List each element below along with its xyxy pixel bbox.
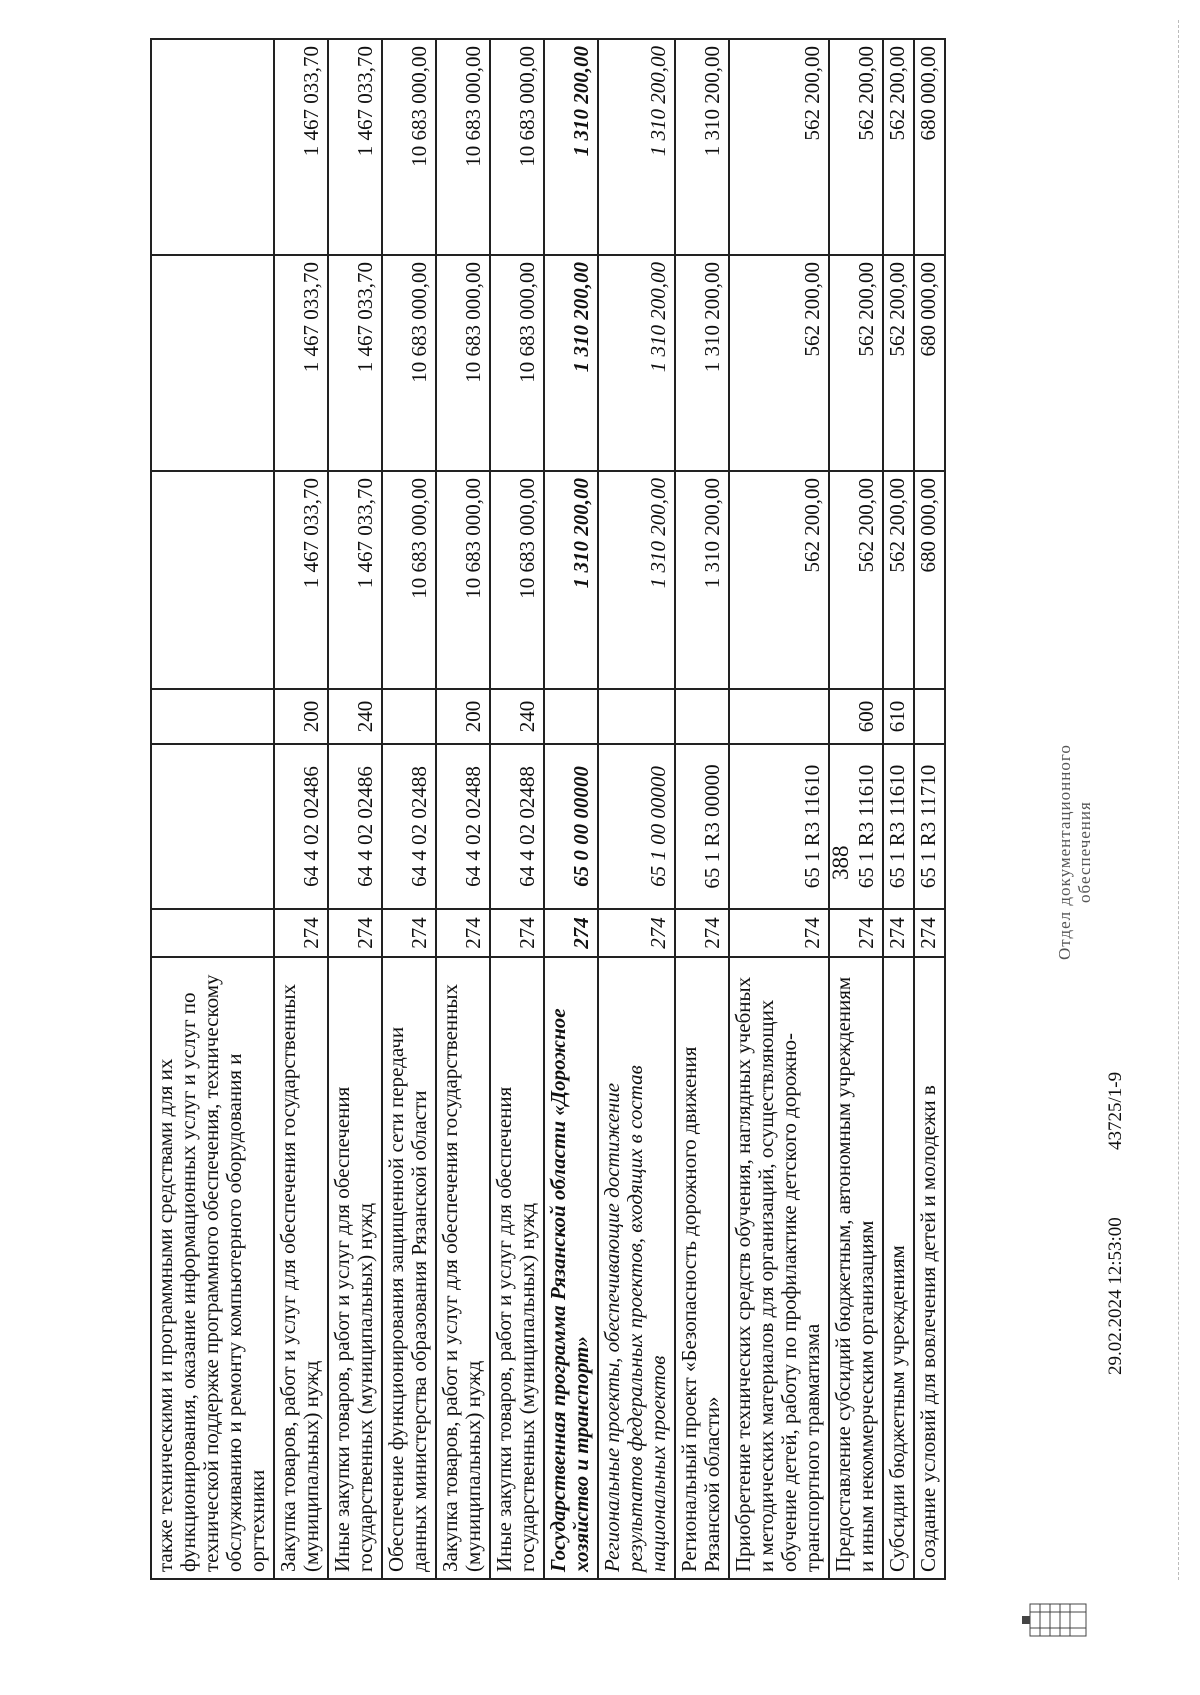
row-amount-2026-cell: 1 310 200,00: [675, 39, 729, 255]
row-amount-2024-cell: [151, 471, 274, 689]
table-row: [914, 39, 945, 1579]
row-target-article-cell: 64 4 02 02488: [382, 744, 436, 909]
row-amount-2025-cell: 1 310 200,00: [544, 255, 598, 471]
row-gov-code-cell: 274: [598, 909, 675, 957]
footer-date: 29.02.2024 12:53:00: [1105, 1217, 1126, 1375]
row-amount-2025-cell: 10 683 000,00: [490, 255, 544, 471]
budget-table: [150, 38, 946, 1580]
row-name-cell: также техническими и программными средствами для их функционирования, оказание информационных услуг и услуг по технической поддержке программного обеспечения, техническому обслуживанию и ремонту компьютерного оборудования и оргтехники: [151, 957, 274, 1579]
row-target-article-cell: 65 0 00 00000: [544, 744, 598, 909]
table-row: [829, 39, 883, 1579]
row-gov-code-cell: 274: [382, 909, 436, 957]
row-name-cell: Предоставление субсидий бюджетным, автономным учреждениям и иным некоммерческим организациям: [829, 957, 883, 1579]
row-amount-2026-cell: 1 467 033,70: [328, 39, 382, 255]
table-row: [382, 39, 436, 1579]
table-row: [675, 39, 729, 1579]
row-target-article-cell: 65 1 R3 11610: [883, 744, 914, 909]
row-gov-code-cell: 274: [490, 909, 544, 957]
row-expense-type-cell: 200: [274, 689, 328, 744]
row-amount-2024-cell: 680 000,00: [914, 471, 945, 689]
table-row: [490, 39, 544, 1579]
row-gov-code-cell: 274: [914, 909, 945, 957]
row-target-article-cell: [151, 744, 274, 909]
table-row: [328, 39, 382, 1579]
row-amount-2026-cell: 562 200,00: [883, 39, 914, 255]
table-row: [598, 39, 675, 1579]
row-amount-2024-cell: 562 200,00: [729, 471, 829, 689]
row-gov-code-cell: [151, 909, 274, 957]
footer-code: 43725/1-9: [1105, 1071, 1126, 1150]
row-amount-2025-cell: 1 467 033,70: [274, 255, 328, 471]
row-amount-2026-cell: 1 467 033,70: [274, 39, 328, 255]
row-gov-code-cell: 274: [883, 909, 914, 957]
row-amount-2026-cell: 562 200,00: [829, 39, 883, 255]
row-target-article-cell: 64 4 02 02486: [274, 744, 328, 909]
table-row: [729, 39, 829, 1579]
row-name-cell: Региональные проекты, обеспечивающие достижение результатов федеральных проектов, входящих в состав национальных проектов: [598, 957, 675, 1579]
row-amount-2025-cell: 10 683 000,00: [382, 255, 436, 471]
row-amount-2025-cell: 562 200,00: [829, 255, 883, 471]
row-amount-2024-cell: 10 683 000,00: [436, 471, 490, 689]
row-amount-2026-cell: 562 200,00: [729, 39, 829, 255]
row-gov-code-cell: 274: [729, 909, 829, 957]
row-gov-code-cell: 274: [829, 909, 883, 957]
row-amount-2024-cell: 1 310 200,00: [544, 471, 598, 689]
row-amount-2024-cell: 1 467 033,70: [328, 471, 382, 689]
row-amount-2025-cell: 680 000,00: [914, 255, 945, 471]
row-amount-2024-cell: 1 310 200,00: [675, 471, 729, 689]
row-target-article-cell: 64 4 02 02488: [490, 744, 544, 909]
row-amount-2024-cell: 10 683 000,00: [382, 471, 436, 689]
row-expense-type-cell: 240: [490, 689, 544, 744]
row-amount-2026-cell: 10 683 000,00: [490, 39, 544, 255]
row-expense-type-cell: 200: [436, 689, 490, 744]
row-expense-type-cell: 240: [328, 689, 382, 744]
row-expense-type-cell: [914, 689, 945, 744]
row-name-cell: Региональный проект «Безопасность дорожного движения Рязанской области»: [675, 957, 729, 1579]
row-target-article-cell: 64 4 02 02486: [328, 744, 382, 909]
row-target-article-cell: 65 1 00 00000: [598, 744, 675, 909]
row-amount-2026-cell: 10 683 000,00: [382, 39, 436, 255]
table-row: [274, 39, 328, 1579]
table-row: [436, 39, 490, 1579]
row-expense-type-cell: [598, 689, 675, 744]
table-row: [883, 39, 914, 1579]
row-gov-code-cell: 274: [328, 909, 382, 957]
row-amount-2024-cell: 10 683 000,00: [490, 471, 544, 689]
row-gov-code-cell: 274: [675, 909, 729, 957]
row-target-article-cell: 65 1 R3 00000: [675, 744, 729, 909]
row-name-cell: Закупка товаров, работ и услуг для обеспечения государственных (муниципальных) нужд: [436, 957, 490, 1579]
row-name-cell: Государственная программа Рязанской области «Дорожное хозяйство и транспорт»: [544, 957, 598, 1579]
row-name-cell: Иные закупки товаров, работ и услуг для обеспечения государственных (муниципальных) нужд: [328, 957, 382, 1579]
row-amount-2026-cell: 10 683 000,00: [436, 39, 490, 255]
row-target-article-cell: 64 4 02 02488: [436, 744, 490, 909]
row-target-article-cell: 65 1 R3 11610: [729, 744, 829, 909]
row-name-cell: Субсидии бюджетным учреждениям: [883, 957, 914, 1579]
row-expense-type-cell: [675, 689, 729, 744]
row-amount-2025-cell: 10 683 000,00: [436, 255, 490, 471]
row-name-cell: Создание условий для вовлечения детей и молодежи в: [914, 957, 945, 1579]
row-name-cell: Обеспечение функционирования защищенной сети передачи данных министерства образования Рязанской области: [382, 957, 436, 1579]
row-gov-code-cell: 274: [436, 909, 490, 957]
scan-edge-divider: [1178, 20, 1179, 1580]
row-amount-2024-cell: 562 200,00: [883, 471, 914, 689]
row-expense-type-cell: 600: [829, 689, 883, 744]
row-amount-2024-cell: 1 467 033,70: [274, 471, 328, 689]
row-amount-2026-cell: 680 000,00: [914, 39, 945, 255]
row-name-cell: Иные закупки товаров, работ и услуг для обеспечения государственных (муниципальных) нужд: [490, 957, 544, 1579]
row-amount-2025-cell: [151, 255, 274, 471]
row-amount-2025-cell: 562 200,00: [883, 255, 914, 471]
row-amount-2024-cell: 1 310 200,00: [598, 471, 675, 689]
row-expense-type-cell: [729, 689, 829, 744]
table-row: [151, 39, 274, 1579]
row-expense-type-cell: [382, 689, 436, 744]
department-stamp: Отдел документационного обеспечения: [1055, 744, 1094, 960]
row-amount-2026-cell: [151, 39, 274, 255]
row-name-cell: Закупка товаров, работ и услуг для обеспечения государственных (муниципальных) нужд: [274, 957, 328, 1579]
row-expense-type-cell: [544, 689, 598, 744]
row-gov-code-cell: 274: [544, 909, 598, 957]
page-number: 388: [828, 845, 853, 880]
table-row: [544, 39, 598, 1579]
row-expense-type-cell: [151, 689, 274, 744]
row-name-cell: Приобретение технических средств обучения, наглядных учебных и методических материалов для организаций, осуществляющих обучение детей, работу по профилактике детского дорожно-транспортного травматизма: [729, 957, 829, 1579]
row-target-article-cell: 65 1 R3 11710: [914, 744, 945, 909]
row-amount-2025-cell: 562 200,00: [729, 255, 829, 471]
row-amount-2025-cell: 1 310 200,00: [598, 255, 675, 471]
row-gov-code-cell: 274: [274, 909, 328, 957]
logo-icon: [1020, 1600, 1096, 1640]
row-amount-2026-cell: 1 310 200,00: [598, 39, 675, 255]
row-amount-2025-cell: 1 467 033,70: [328, 255, 382, 471]
row-amount-2025-cell: 1 310 200,00: [675, 255, 729, 471]
row-target-article-cell: 65 1 R3 11610: [829, 744, 883, 909]
row-expense-type-cell: 610: [883, 689, 914, 744]
row-amount-2026-cell: 1 310 200,00: [544, 39, 598, 255]
row-amount-2024-cell: 562 200,00: [829, 471, 883, 689]
